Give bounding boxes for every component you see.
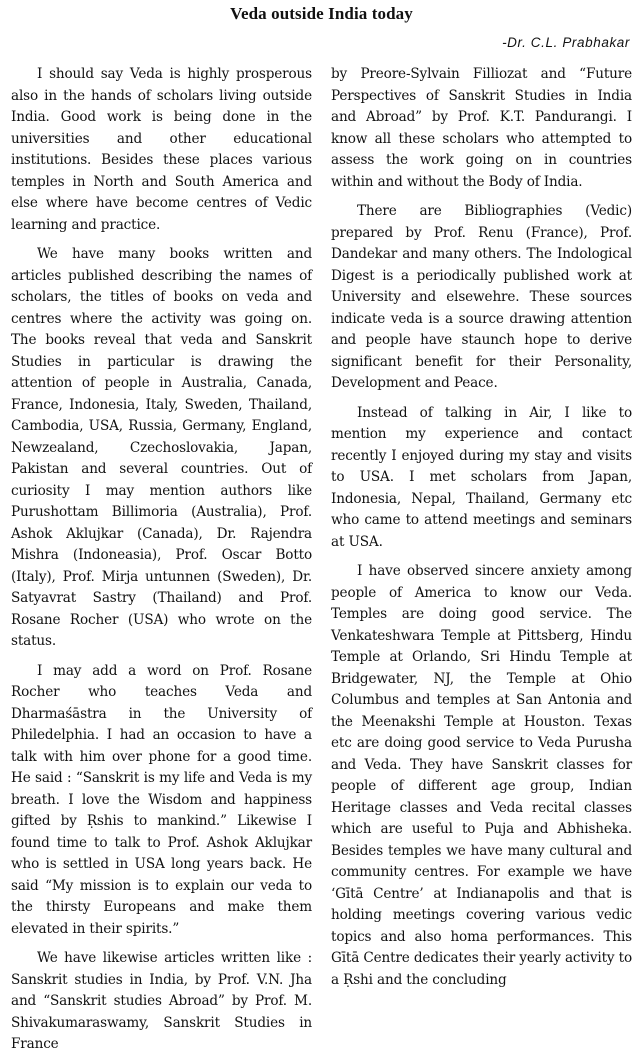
paragraph-continued: by Preore-Sylvain Filliozat and “Future Perspectives of Sanskrit Studies in India and Abroad” by Prof. K.T. Pandurangi. I know all these scholars who attempted to assess the work going on in countries within and without the Body of India.	[331, 66, 632, 190]
paragraph: We have many books written and articles published describing the names of scholars, the titles of books on veda and centres where the activity was going on. The books reveal that veda and Sanskrit Studies in particular is drawing the attention of people in Australia, Canada, France, Indonesia, Italy, Sweden, Thailand, Cambodia, USA, Russia, Germany, England, Newzealand, Czechoslovakia, Japan, Pakistan and several countries. Out of curiosity I may mention authors like Purushottam Billimoria (Australia), Prof. Ashok Aklujkar (Canada), Dr. Rajendra Mishra (Indoneasia), Prof. Oscar Botto (Italy), Prof. Mirja untunnen (Sweden), Dr. Satyavrat Sastry (Thailand) and Prof. Rosane Rocher (USA) who wrote on the status.	[11, 246, 312, 649]
right-column	[331, 64, 632, 999]
paragraph: We have likewise articles written like : Sanskrit studies in India, by Prof. V.N. Jha and “Sanskrit studies Abroad” by Prof. M. Shivakumaraswamy, Sanskrit Studies in France	[11, 950, 312, 1052]
article-title: Veda outside India today	[230, 4, 413, 23]
paragraph: Instead of talking in Air, I like to mention my experience and contact recently I enjoyed during my stay and visits to USA. I met scholars from Japan, Indonesia, Nepal, Thailand, Germany etc who came to attend meetings and seminars at USA.	[331, 404, 632, 550]
left-column	[11, 64, 312, 1064]
paragraph: I should say Veda is highly prosperous also in the hands of scholars living outside India. Good work is being done in the universities and other educational institutions. Besides these places various temples in North and South America and else where have become centres of Vedic learning and practice.	[11, 66, 312, 233]
paragraph: There are Bibliographies (Vedic) prepared by Prof. Renu (France), Prof. Dandekar and many others. The Indological Digest is a periodically published work at University and elsewehre. These sources indicate veda is a source drawing attention and people have staunch hope to derive significant benefit for their Personality, Development and Peace.	[331, 203, 632, 391]
author-byline: -Dr. C.L. Prabhakar	[502, 35, 630, 50]
paragraph: I may add a word on Prof. Rosane Rocher who teaches Veda and Dharmaśāstra in the University of Philedelphia. I had an occasion to have a talk with him over phone for a good time. He said : “Sanskrit is my life and Veda is my breath. I love the Wisdom and happiness gifted by Ṛshis to mankind.” Likewise I found time to talk to Prof. Ashok Aklujkar who is settled in USA long years back. He said “My mission is to explain our veda to the thirsty Europeans and make them elevated in their spirits.”	[11, 662, 312, 937]
paragraph: I have observed sincere anxiety among people of America to know our Veda. Temples are doing good service. The Venkateshwara Temple at Pittsberg, Hindu Temple at Orlando, Sri Hindu Temple at Bridgewater, NJ, the Temple at Ohio Columbus and temples at San Antonia and the Meenakshi Temple at Houston. Texas etc are doing good service to Veda Purusha and Veda. They have Sanskrit classes for people of different age group, Indian Heritage classes and Veda recital classes which are useful to Puja and Abhisheka. Besides temples we have many cultural and community centres. For example we have ‘Gītā Centre’ at Indianapolis and that is holding meetings covering various vedic topics and also homa performances. This Gītā Centre dedicates their yearly activity to a Ṛshi and the concluding	[331, 563, 632, 988]
